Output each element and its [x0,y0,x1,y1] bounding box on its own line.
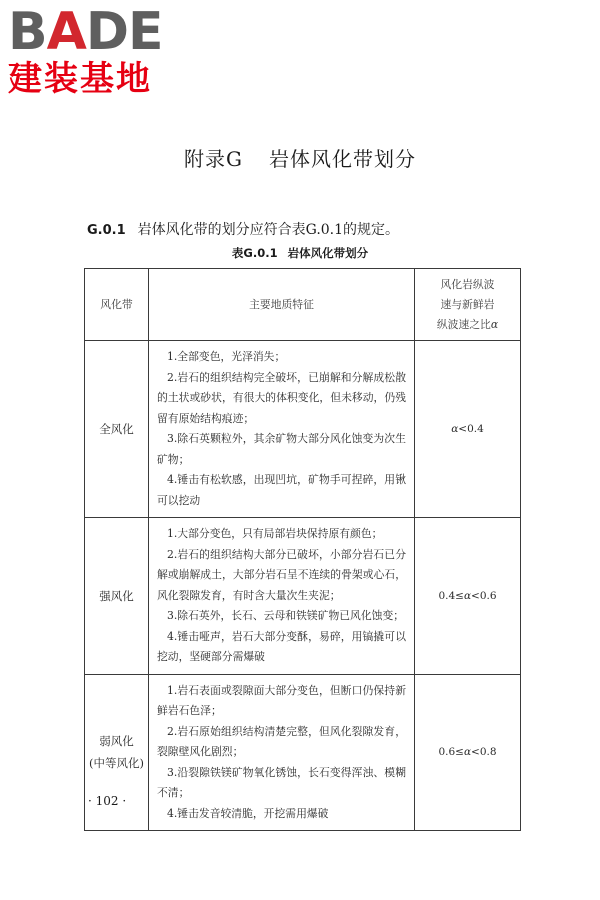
table-row-strong-weathering [85,518,521,675]
clause-g-0-1 [87,220,399,241]
ratio-cell: α<0.4 [415,341,521,518]
appendix-title [0,146,600,172]
header-ratio-line2: 速与新鲜岩 [440,297,495,311]
table-header-row [85,269,521,341]
header-ratio-line1: 风化岩纵波 [440,277,495,291]
header-ratio [415,269,521,341]
logo-chinese-text: 建装基地 [8,59,152,99]
features-cell [149,674,415,831]
feature-item: 2.岩石的组织结构完全破坏，已崩解和分解成松散的土状或砂状，有很大的体积变化，但未移动，仍残留有原始结构痕迹； [157,370,406,425]
appendix-label: 附录G [184,147,243,171]
feature-item: 4.锤击发音较清脆，开挖需用爆破 [167,806,329,820]
logo-wordmark: BADE [8,2,163,62]
page-number: · 102 · [88,794,127,808]
feature-item: 2.岩石原始组织结构清楚完整，但风化裂隙发育，裂隙壁风化剧烈； [157,724,406,758]
ratio-cell: 0.6≤α<0.8 [415,674,521,831]
table-row-moderate-weathering [85,674,521,831]
feature-item: 1.岩石表面或裂隙面大部分变色，但断口仍保持新鲜岩石色泽； [157,683,406,717]
appendix-title-text: 岩体风化带划分 [268,147,416,171]
header-ratio-line3: 纵波速之比α [436,317,499,331]
feature-item: 4.锤击有松软感，出现凹坑，矿物手可捏碎，用锹可以挖动 [157,473,406,507]
feature-item: 4.锤击哑声，岩石大部分变酥，易碎，用镐撬可以挖动，坚硬部分需爆破 [157,629,406,663]
features-cell [149,518,415,675]
zone-cell: 全风化 [85,341,149,518]
bade-logo [8,2,178,99]
weathering-zone-table [84,268,521,831]
table-caption [0,245,600,261]
ratio-cell: 0.4≤α<0.6 [415,518,521,675]
feature-item: 2.岩石的组织结构大部分已破坏，小部分岩石已分解或崩解成土，大部分岩石呈不连续的骨架或心石，风化裂隙发育，有时含大量次生夹泥； [157,547,406,602]
feature-item: 1.全部变色，光泽消失； [167,350,286,363]
table-caption-title: 岩体风化带划分 [287,246,369,260]
header-features: 主要地质特征 [149,269,415,341]
table-caption-number: 表G.0.1 [231,246,278,260]
feature-item: 3.除石英颗粒外，其余矿物大部分风化蚀变为次生矿物； [157,432,406,466]
clause-text: 岩体风化带的划分应符合表G.0.1的规定。 [137,222,400,238]
table-row-full-weathering [85,341,521,518]
feature-item: 3.沿裂隙铁镁矿物氧化锈蚀，长石变得浑浊、模糊不清； [157,765,406,799]
zone-cell: 弱风化 (中等风化) [85,674,149,831]
header-zone: 风化带 [85,269,149,341]
feature-item: 1.大部分变色，只有局部岩块保持原有颜色； [167,527,383,540]
feature-item: 3.除石英外，长石、云母和铁镁矿物已风化蚀变； [167,609,405,622]
features-cell [149,341,415,518]
clause-number: G.0.1 [87,223,126,238]
zone-cell: 强风化 [85,518,149,675]
